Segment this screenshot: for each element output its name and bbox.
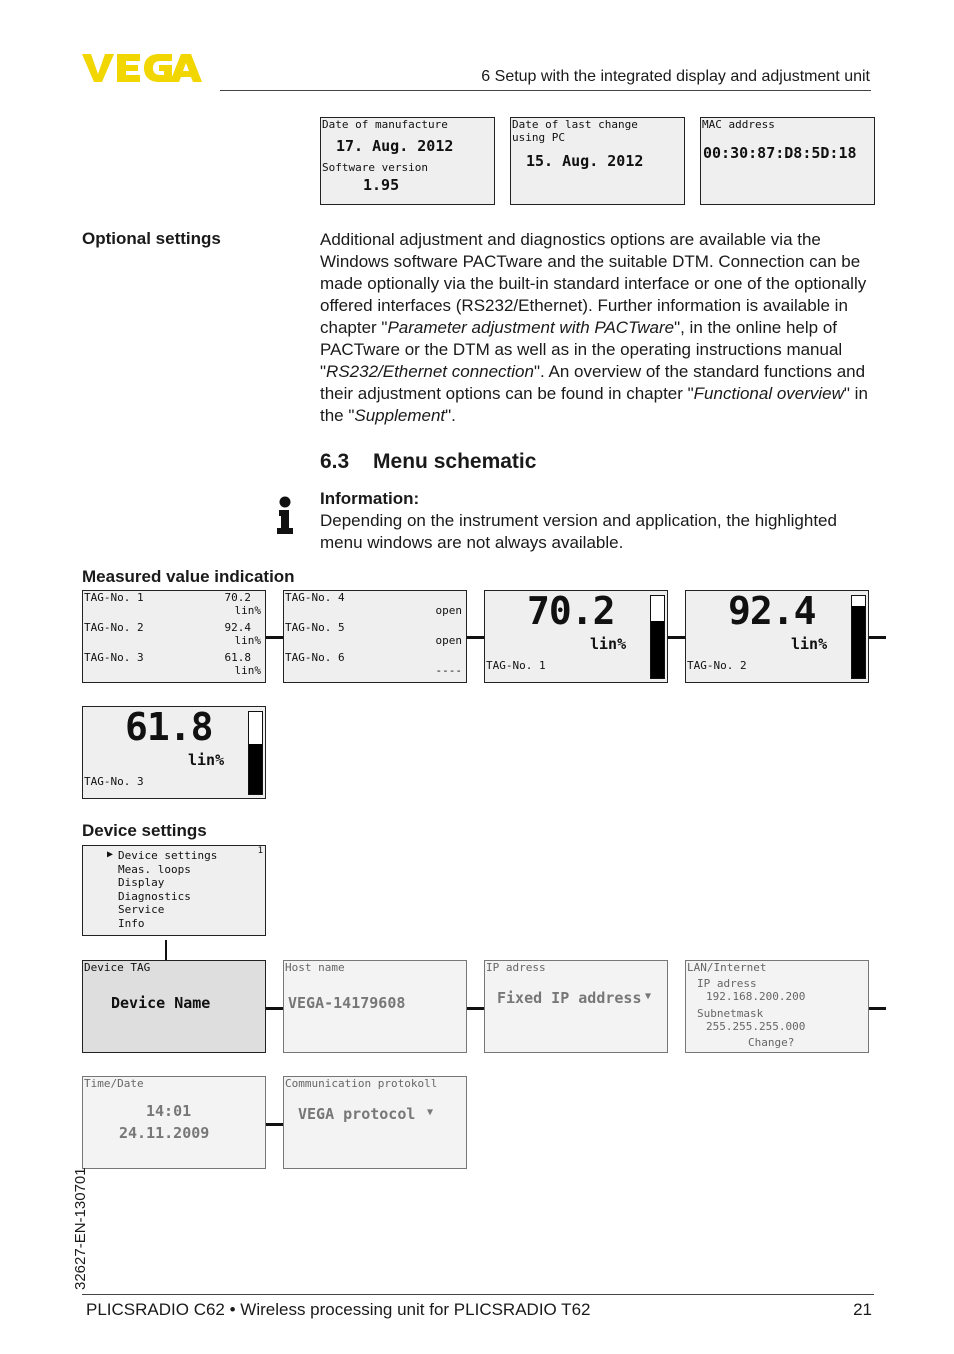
- tag-unit: lin%: [234, 604, 261, 617]
- last-change-date: 15. Aug. 2012: [526, 152, 644, 170]
- tag-label: TAG-No. 2: [84, 621, 144, 634]
- connector: [668, 636, 685, 639]
- mac-address-display: [700, 117, 875, 205]
- page-number: 21: [853, 1300, 872, 1319]
- section-title: Menu schematic: [373, 450, 537, 473]
- connector: [467, 1007, 484, 1010]
- tag-label: TAG-No. 3: [84, 651, 144, 664]
- tag-label: TAG-No. 5: [285, 621, 345, 634]
- last-change-display: [510, 117, 685, 205]
- manufacture-display: [320, 117, 495, 205]
- level-bar: [248, 711, 263, 795]
- tag-label: TAG-No. 6: [285, 651, 345, 664]
- last-change-label: Date of last change: [512, 118, 638, 131]
- device-settings-label: Device settings: [82, 821, 207, 840]
- big-unit: lin%: [590, 635, 627, 653]
- host-name-screen: [283, 960, 467, 1053]
- connector: [467, 636, 484, 639]
- big-value: 61.8: [125, 706, 213, 749]
- lan-internet-screen: [685, 960, 869, 1053]
- connector: [165, 940, 167, 960]
- menu-item: Display: [118, 876, 165, 889]
- lan-ip-value: 192.168.200.200: [706, 990, 806, 1003]
- header-rule: [220, 90, 871, 91]
- protocol-label: Communication protokoll: [285, 1077, 438, 1090]
- info-heading: Information:: [320, 489, 420, 508]
- menu-item: Device settings: [118, 849, 218, 862]
- big-tag: TAG-No. 2: [687, 659, 747, 672]
- document-id: 32627-EN-130701: [72, 1167, 89, 1290]
- device-tag-label: Device TAG: [84, 961, 151, 974]
- time-value: 14:01: [146, 1102, 192, 1120]
- menu-page-number: 1: [257, 846, 263, 856]
- menu-item: Diagnostics: [118, 890, 191, 903]
- big-tag: TAG-No. 3: [84, 775, 144, 788]
- manufacture-date: 17. Aug. 2012: [336, 137, 454, 155]
- connector: [266, 1007, 283, 1010]
- lan-mask-value: 255.255.255.000: [706, 1020, 806, 1033]
- big-value-screen-2: [685, 590, 869, 683]
- ip-address-screen: [484, 960, 668, 1053]
- tag-unit: lin%: [234, 634, 261, 647]
- time-date-label: Time/Date: [84, 1077, 144, 1090]
- tag-label: TAG-No. 4: [285, 591, 345, 604]
- menu-item: Info: [118, 917, 145, 930]
- lan-mask-label: Subnetmask: [697, 1007, 764, 1020]
- big-unit: lin%: [791, 635, 828, 653]
- level-bar: [650, 595, 665, 679]
- big-value-screen-3: [82, 706, 266, 799]
- menu-item: Service: [118, 903, 165, 916]
- multi-value-screen-2: [283, 590, 467, 683]
- big-value: 92.4: [728, 590, 816, 633]
- connector: [266, 1123, 283, 1126]
- dropdown-arrow-icon: ▼: [645, 991, 652, 1002]
- menu-item: Meas. loops: [118, 863, 191, 876]
- big-value: 70.2: [527, 590, 615, 633]
- mac-address-value: 00:30:87:D8:5D:18: [703, 144, 857, 162]
- device-tag-screen: [82, 960, 266, 1053]
- info-text: Depending on the instrument version and application, the highlighted menu windows are not always available.: [320, 511, 837, 552]
- tag-value: open: [435, 604, 462, 617]
- section-heading: [320, 450, 536, 474]
- last-change-label-2: using PC: [512, 131, 565, 144]
- measured-value-label: Measured value indication: [82, 567, 295, 586]
- big-tag: TAG-No. 1: [486, 659, 546, 672]
- ip-address-value: Fixed IP address: [497, 989, 642, 1007]
- main-menu-screen: [82, 845, 266, 936]
- optional-settings-text: Additional adjustment and diagnostics options are available via the Windows software PACTware and the suitable DTM. Connection can be made optionally via the built-in standard interface or one of the optionally offered interfaces (RS232/Ethernet). Further information is available in chapter "Parameter adjustment with PACTware", in the online help of PACTware or the DTM as well as in the operating instructions manual "RS232/Ethernet connection". An overview of the standard functions and their adjustment options can be found in chapter "Functional overview" in the "Supplement".: [320, 230, 868, 425]
- chapter-heading: 6 Setup with the integrated display and adjustment unit: [481, 68, 870, 85]
- tag-value: open: [435, 634, 462, 647]
- tag-value: ----: [435, 664, 462, 677]
- ip-address-label: IP adress: [486, 961, 546, 974]
- connector: [266, 636, 283, 639]
- multi-value-screen-1: [82, 590, 266, 683]
- manufacture-label: Date of manufacture: [322, 118, 448, 131]
- date-value: 24.11.2009: [119, 1124, 210, 1142]
- big-unit: lin%: [188, 751, 225, 769]
- vega-logo: [82, 52, 212, 84]
- tag-value: 92.4: [224, 621, 251, 634]
- device-tag-value: Device Name: [111, 994, 211, 1012]
- level-bar: [851, 595, 866, 679]
- tag-value: 70.2: [224, 591, 251, 604]
- connector: [869, 1007, 886, 1010]
- tag-value: 61.8: [224, 651, 251, 664]
- protocol-screen: [283, 1076, 467, 1169]
- footer-rule: [82, 1294, 874, 1295]
- mac-address-label: MAC address: [702, 118, 775, 131]
- lan-change-prompt: Change?: [748, 1036, 795, 1049]
- lan-label: LAN/Internet: [687, 961, 767, 974]
- big-value-screen-1: [484, 590, 668, 683]
- footer-title: PLICSRADIO C62 • Wireless processing unit for PLICSRADIO T62: [86, 1300, 591, 1319]
- host-name-value: VEGA-14179608: [288, 994, 406, 1012]
- section-number: 6.3: [320, 450, 350, 473]
- lan-ip-label: IP adress: [697, 977, 757, 990]
- connector: [869, 636, 886, 639]
- host-name-label: Host name: [285, 961, 345, 974]
- software-version-value: 1.95: [363, 176, 400, 194]
- info-icon: [276, 496, 294, 534]
- optional-settings-label: Optional settings: [82, 229, 221, 248]
- tag-label: TAG-No. 1: [84, 591, 144, 604]
- dropdown-arrow-icon: ▼: [427, 1107, 434, 1118]
- software-version-label: Software version: [322, 161, 428, 174]
- menu-pointer-icon: ▶: [107, 849, 114, 860]
- tag-unit: lin%: [234, 664, 261, 677]
- protocol-value: VEGA protocol: [298, 1105, 416, 1123]
- time-date-screen: [82, 1076, 266, 1169]
